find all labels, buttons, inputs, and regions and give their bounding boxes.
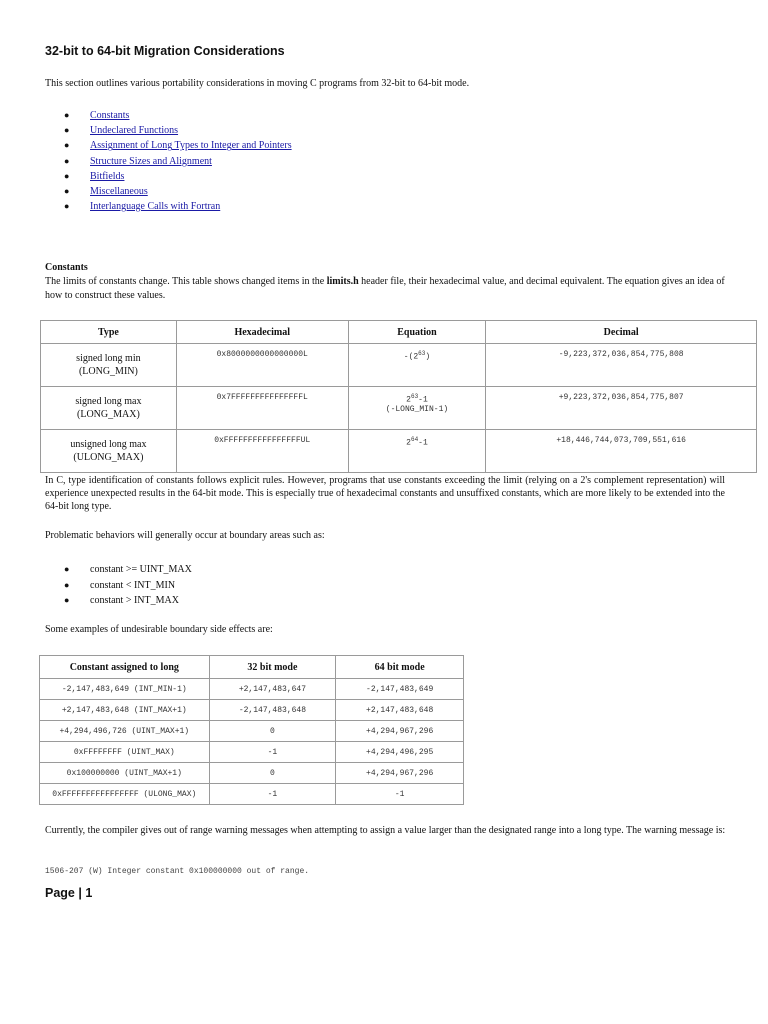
side-effects-intro-paragraph: Some examples of undesirable boundary side effects are:	[45, 624, 273, 635]
constant-cell: 0xFFFFFFFF (UINT_MAX)	[40, 742, 210, 763]
bullet-icon: ●	[64, 595, 70, 605]
bullet-icon: ●	[64, 564, 70, 574]
value-64bit-cell: -2,147,483,649	[336, 679, 464, 700]
constants-text-part2: header file, their hexadecimal value, and decimal equivalent. The equation gives an idea of how to construct these values.	[45, 276, 725, 301]
type-cell	[41, 430, 177, 473]
column-header: 64 bit mode	[336, 656, 464, 679]
boundary-intro-paragraph: Problematic behaviors will generally occur at boundary areas such as:	[45, 530, 325, 541]
bullet-icon: ●	[64, 110, 70, 120]
list-item	[62, 562, 192, 578]
toc-link-assignment-long-types[interactable]: Assignment of Long Types to Integer and Pointers	[90, 140, 292, 152]
bullet-icon: ●	[64, 155, 70, 166]
column-header: Decimal	[486, 321, 757, 344]
value-32bit-cell: -1	[209, 742, 336, 763]
list-item-text: constant < INT_MIN	[90, 579, 176, 591]
column-header: Type	[41, 321, 177, 344]
decimal-cell: -9,223,372,036,854,775,808	[486, 344, 757, 387]
page-number-footer: Page | 1	[45, 886, 93, 900]
table-row	[41, 344, 757, 387]
boundary-effects-table	[39, 655, 464, 805]
toc-link-constants[interactable]: Constants	[90, 110, 130, 121]
toc-item	[62, 108, 292, 123]
table-row	[40, 763, 464, 784]
equation-suffix: -1	[418, 438, 428, 448]
equation-exponent: 63	[410, 393, 419, 400]
toc-item	[62, 123, 292, 138]
column-header: Equation	[348, 321, 486, 344]
list-item-text: constant > INT_MAX	[90, 595, 179, 606]
warning-intro-paragraph: Currently, the compiler gives out of range warning messages when attempting to assign a value larger than the designated range into a long type. The warning message is:	[45, 825, 726, 836]
toc-item	[62, 169, 292, 184]
value-64bit-cell: +4,294,967,296	[336, 763, 464, 784]
page-title: 32-bit to 64-bit Migration Considerations	[45, 44, 285, 58]
constants-paragraph	[45, 275, 725, 303]
constant-cell: +4,294,496,726 (UINT_MAX+1)	[40, 721, 210, 742]
toc-link-structure-sizes[interactable]: Structure Sizes and Alignment	[90, 155, 212, 167]
table-header-row	[40, 656, 464, 679]
type-name: signed long min	[76, 353, 141, 364]
value-32bit-cell: +2,147,483,647	[209, 679, 336, 700]
type-cell	[41, 344, 177, 387]
type-identification-paragraph: In C, type identification of constants follows explicit rules. However, programs that use constants exceeding the limit (relying on a 2's complement representation) will experience unexpected results in the 64-bit mode. This is especially true of hexadecimal constants and unsuffixed constants, which are more likely to be extended into the 64-bit long type.	[45, 475, 725, 512]
boundary-list	[62, 562, 192, 609]
warning-message-code: 1506-207 (W) Integer constant 0x100000000 out of range.	[45, 867, 310, 876]
limits-table	[40, 320, 757, 473]
table-of-contents	[62, 108, 292, 214]
equation-base: 2	[406, 438, 411, 448]
column-header: Hexadecimal	[176, 321, 348, 344]
value-64bit-cell: -1	[336, 784, 464, 805]
table-row	[41, 430, 757, 473]
section-heading-constants: Constants	[45, 262, 88, 273]
intro-paragraph: This section outlines various portability considerations in moving C programs from 32-bit to 64-bit mode.	[45, 78, 470, 89]
value-64bit-cell: +4,294,496,295	[336, 742, 464, 763]
bullet-icon: ●	[64, 125, 70, 136]
value-64bit-cell: +2,147,483,648	[336, 700, 464, 721]
constant-cell: +2,147,483,648 (INT_MAX+1)	[40, 700, 210, 721]
toc-item	[62, 184, 292, 199]
bullet-icon: ●	[64, 170, 70, 181]
equation-suffix: -1	[418, 395, 428, 405]
equation-cell	[348, 430, 486, 473]
constants-text-part1: The limits of constants change. This table shows changed items in the	[45, 276, 327, 287]
list-item	[62, 578, 192, 594]
table-row	[40, 700, 464, 721]
hex-cell: 0x8000000000000000L	[176, 344, 348, 387]
value-32bit-cell: 0	[209, 763, 336, 784]
column-header: 32 bit mode	[209, 656, 336, 679]
limits-h-filename: limits.h	[326, 276, 359, 287]
equation-exponent: 63	[418, 350, 426, 357]
type-macro: (LONG_MAX)	[77, 409, 140, 420]
value-32bit-cell: 0	[209, 721, 336, 742]
type-name: signed long max	[75, 396, 142, 407]
equation-base: -(2	[403, 352, 419, 362]
toc-link-interlanguage-calls[interactable]: Interlanguage Calls with Fortran	[90, 201, 221, 213]
type-cell	[41, 387, 177, 430]
equation-cell	[348, 344, 486, 387]
toc-link-undeclared-functions[interactable]: Undeclared Functions	[90, 125, 179, 137]
bullet-icon: ●	[64, 140, 70, 151]
type-macro: (ULONG_MAX)	[73, 452, 144, 463]
constant-cell: 0xFFFFFFFFFFFFFFFF (ULONG_MAX)	[40, 784, 210, 805]
type-macro: (LONG_MIN)	[78, 366, 138, 377]
equation-note: (-LONG_MIN-1)	[385, 404, 449, 414]
toc-link-bitfields[interactable]: Bitfields	[90, 170, 125, 182]
table-row	[41, 387, 757, 430]
decimal-cell: +18,446,744,073,709,551,616	[486, 430, 757, 473]
bullet-icon: ●	[64, 579, 70, 590]
toc-item	[62, 199, 292, 214]
table-row	[40, 784, 464, 805]
equation-suffix: )	[425, 352, 431, 362]
table-row	[40, 679, 464, 700]
list-item-text: constant >= UINT_MAX	[90, 564, 192, 575]
constant-cell: 0x100000000 (UINT_MAX+1)	[40, 763, 210, 784]
column-header: Constant assigned to long	[40, 656, 210, 679]
hex-cell: 0x7FFFFFFFFFFFFFFFL	[176, 387, 348, 430]
constant-cell: -2,147,483,649 (INT_MIN-1)	[40, 679, 210, 700]
decimal-cell: +9,223,372,036,854,775,807	[486, 387, 757, 430]
bullet-icon: ●	[64, 201, 70, 212]
toc-item	[62, 154, 292, 169]
table-header-row	[41, 321, 757, 344]
equation-exponent: 64	[410, 436, 419, 443]
toc-item	[62, 138, 292, 153]
equation-cell	[348, 387, 486, 430]
table-row	[40, 742, 464, 763]
toc-link-miscellaneous[interactable]: Miscellaneous	[90, 185, 148, 197]
type-name: unsigned long max	[70, 439, 147, 450]
equation-base: 2	[406, 395, 411, 405]
table-row	[40, 721, 464, 742]
hex-cell: 0xFFFFFFFFFFFFFFFFUL	[176, 430, 348, 473]
value-32bit-cell: -2,147,483,648	[209, 700, 336, 721]
value-32bit-cell: -1	[209, 784, 336, 805]
value-64bit-cell: +4,294,967,296	[336, 721, 464, 742]
list-item	[62, 593, 192, 609]
bullet-icon: ●	[64, 185, 70, 196]
